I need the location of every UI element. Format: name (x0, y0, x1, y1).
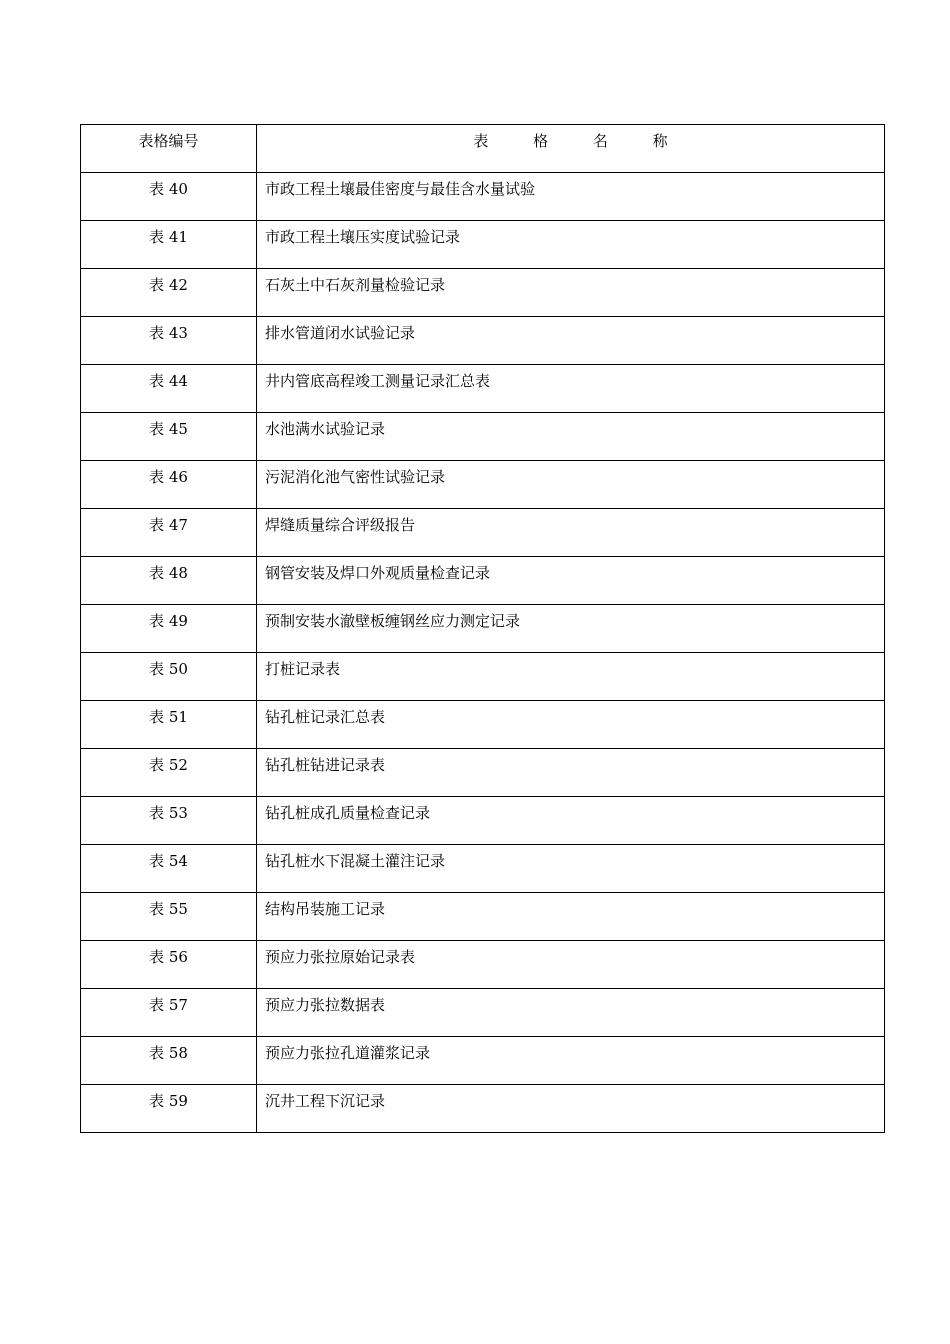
header-row (81, 125, 885, 173)
form-name: 钻孔桩成孔质量检查记录 (257, 797, 885, 845)
form-number: 表 41 (81, 221, 257, 269)
form-number: 表 42 (81, 269, 257, 317)
table-row (81, 797, 885, 845)
table-row (81, 413, 885, 461)
form-name: 钻孔桩水下混凝土灌注记录 (257, 845, 885, 893)
table-row (81, 221, 885, 269)
form-number: 表 52 (81, 749, 257, 797)
form-name: 预应力张拉数据表 (257, 989, 885, 1037)
form-name: 排水管道闭水试验记录 (257, 317, 885, 365)
form-name: 预应力张拉原始记录表 (257, 941, 885, 989)
form-number: 表 45 (81, 413, 257, 461)
table-header (81, 125, 885, 173)
form-number: 表 58 (81, 1037, 257, 1085)
form-name: 钢管安装及焊口外观质量检查记录 (257, 557, 885, 605)
form-name: 焊缝质量综合评级报告 (257, 509, 885, 557)
form-number: 表 43 (81, 317, 257, 365)
form-number: 表 40 (81, 173, 257, 221)
form-name: 井内管底高程竣工测量记录汇总表 (257, 365, 885, 413)
form-number: 表 56 (81, 941, 257, 989)
form-number: 表 50 (81, 653, 257, 701)
header-number: 表格编号 (81, 125, 257, 173)
form-name: 结构吊装施工记录 (257, 893, 885, 941)
table-row (81, 749, 885, 797)
table-row (81, 941, 885, 989)
table-row (81, 1085, 885, 1133)
form-name: 市政工程土壤最佳密度与最佳含水量试验 (257, 173, 885, 221)
form-number: 表 46 (81, 461, 257, 509)
form-number: 表 44 (81, 365, 257, 413)
form-name: 市政工程土壤压实度试验记录 (257, 221, 885, 269)
form-name: 水池满水试验记录 (257, 413, 885, 461)
table-row (81, 893, 885, 941)
form-number: 表 47 (81, 509, 257, 557)
table-row (81, 1037, 885, 1085)
table-row (81, 509, 885, 557)
table-body (81, 173, 885, 1133)
form-name: 打桩记录表 (257, 653, 885, 701)
table-row (81, 557, 885, 605)
table-row (81, 605, 885, 653)
form-name: 预制安装水澈壁板缠钢丝应力测定记录 (257, 605, 885, 653)
form-name: 钻孔桩记录汇总表 (257, 701, 885, 749)
form-number: 表 54 (81, 845, 257, 893)
table-row (81, 173, 885, 221)
table-row (81, 269, 885, 317)
table-row (81, 701, 885, 749)
table-row (81, 365, 885, 413)
form-name: 预应力张拉孔道灌浆记录 (257, 1037, 885, 1085)
table-row (81, 317, 885, 365)
form-name: 沉井工程下沉记录 (257, 1085, 885, 1133)
table-row (81, 845, 885, 893)
table-row (81, 653, 885, 701)
table-row (81, 989, 885, 1037)
form-number: 表 53 (81, 797, 257, 845)
form-number: 表 51 (81, 701, 257, 749)
form-number: 表 48 (81, 557, 257, 605)
form-index-table (80, 124, 885, 1133)
form-number: 表 57 (81, 989, 257, 1037)
header-name: 表 格 名 称 (257, 125, 885, 173)
form-name: 污泥消化池气密性试验记录 (257, 461, 885, 509)
form-name: 钻孔桩钻进记录表 (257, 749, 885, 797)
form-number: 表 55 (81, 893, 257, 941)
form-number: 表 49 (81, 605, 257, 653)
form-number: 表 59 (81, 1085, 257, 1133)
table-row (81, 461, 885, 509)
form-name: 石灰土中石灰剂量检验记录 (257, 269, 885, 317)
